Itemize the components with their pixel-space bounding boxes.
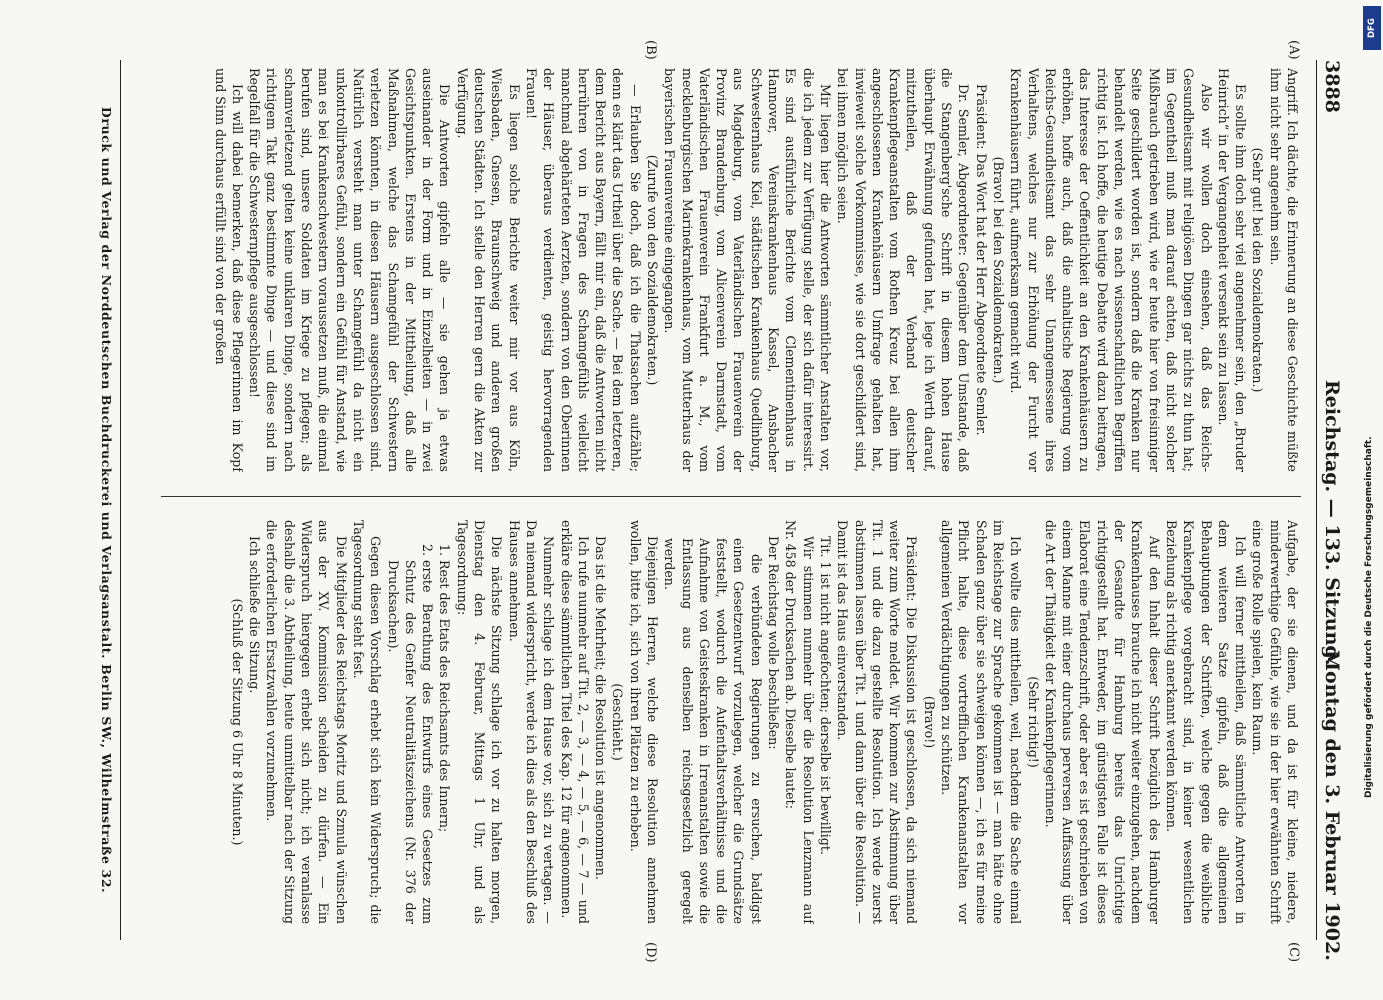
dfg-logo: DFG [1363, 6, 1381, 50]
interjection: (Geschieht.) [610, 683, 626, 761]
column-divider [161, 496, 1301, 497]
session-end-note: (Schluß der Sitzung 6 Uhr 8 Minuten.) [229, 598, 245, 846]
interjection: (Bravo!) [921, 695, 937, 749]
paragraph: Präsident: Das Wort hat der Herr Abgeordnete Semler. [973, 84, 989, 436]
margin-mark-c: (C) [1286, 942, 1301, 963]
paragraph: Ich will dabei bemerken, daß diese Pflegerinnen im Kopf und Sinn durchaus erfüllt sind von der großen [212, 68, 245, 472]
paragraph: Die Mitglieder des Reichstags Moritz und Szmula wünschen aus der XV. Kommission scheiden zu dürfen. — Ein Widerspruch hiergegen erhebt sich nicht; ich veranlasse deshalb die 3. Abtheilung, heute unmittelbar nach der Sitzung die erforderlichen Ersatzwahlen vorzunehmen. [264, 520, 349, 924]
page-header [1316, 60, 1345, 961]
interjection: (Zurufe von den Sozialdemokraten.) [645, 154, 661, 386]
paragraph: Ich rufe nunmehr auf Tit. 2, — 3, — 4, — 5, — 6, — 7 — und erkläre diese sämmtlichen Titel des Kap. 12 für angenommen. [558, 520, 591, 924]
paragraph: Diejenigen Herren, welche diese Resolution annehmen wollen, bitte ich, sich von ihren Plätzen zu erheben. [627, 520, 661, 924]
paragraph: Die nächste Sitzung schlage ich vor zu halten morgen, Dienstag den 4. Februar, Mittags 1 Uhr, und als Tagesordnung: [454, 520, 505, 924]
paragraph: Das ist die Mehrheit; die Resolution ist angenommen. [593, 536, 609, 880]
header-right-title: Montag den 3. Februar 1902. [1321, 650, 1343, 961]
left-text-column [161, 68, 1301, 472]
header-left-title: Reichstag. — 133. Sitzung. [1321, 380, 1343, 666]
paragraph: Auf den Inhalt dieser Schrift bezüglich des Hamburger Krankenhauses brauche ich nicht weiter einzugehen, nachdem der Gesandte für Hamburg bereits das Unrichtige richtiggestellt hat. Entweder, im günstigsten Falle ist dieses Elaborat eine Tendenzschrift, oder aber es ist geschrieben von einem Manne mit einer durchaus perversen Auffassung über die Art der Thätigkeit der Krankenpflegerinnen. [1042, 520, 1162, 924]
paragraph: Die Antworten gipfeln alle — sie gehen ja etwas auseinander in der Form und in Einzelheiten — in zwei Gesichtspunkten. Erstens in der Mittheilung, daß alle Maßnahmen, welche das Schamgefühl der Schwestern verletzen könnten, in diesen Häusern ausgeschlossen sind. Natürlich versteht man unter Schamgefühl da nicht ein unkontrollirbares Gefühl, sondern ein Gefühl für Anstand, wie man es bei Krankenschwestern voraussetzen muß, die einmal berufen sind, unsere Soldaten im Kriege zu pflegen; als schamverletzend gelten keine unklaren Dinge, sondern nach richtigem Takt ganz bestimmte Dinge — und diese sind im Regelfall für die Schwesternpflege ausgeschlossen! [247, 68, 453, 472]
paragraph: Aufgabe, der sie dienen, und da ist für kleine, niedere, minderwerthige Gefühle, wie sie in der hier erwähnten Schrift eine große Rolle spielen, kein Raum. [1250, 520, 1300, 924]
paragraph: Angriff. Ich dächte, die Erinnerung an diese Geschichte müßte ihm nicht sehr angenehm sein. [1267, 68, 1300, 472]
interjection: (Sehr richtig!) [1025, 676, 1041, 768]
margin-mark-a: (A) [1286, 40, 1301, 60]
paragraph: Der Reichstag wolle beschließen: [766, 536, 782, 750]
paragraph: Dr. Semler, Abgeordneter: Gegenüber dem Umstande, daß die Stangenberg'sche Schrift in diesem hohen Hause überhaupt Erwähnung gefunden hat, lege ich Werth darauf, mitzutheilen, daß der Verband deutscher Krankenpflegeanstalten vom Rothen Kreuz bei allen ihm angeschlossenen Krankenhäusern Umfrage gehalten hat, inwieweit solche Vorkommnisse, wie sie dort geschildert sind, bei ihnen möglich seien. [835, 68, 972, 472]
paragraph: Es liegen solche Berichte weiter mir vor aus Köln, Wiesbaden, Gnesen, Braunschweig und anderen großen deutschen Städten. Ich stelle den Herren gern die Akten zur Verfügung. [454, 68, 522, 472]
page-number: 3888 [1321, 60, 1343, 113]
paragraph: Ich schließe die Sitzung. [247, 536, 263, 694]
resolution-text: die verbündeten Regierungen zu ersuchen, baldigst einen Gesetzentwurf vorzulegen, welcher die Grundsätze feststellt, wodurch die Aufenthaltsverhältnisse und die Aufnahme von Geisteskranken in Irrenanstalten sowie die Entlassung aus denselben reichsgesetzlich geregelt werden. [662, 538, 764, 924]
right-text-column [161, 520, 1301, 924]
paragraph: Gegen diesen Vorschlag erhebt sich kein Widerspruch; die Tagesordnung steht fest. [350, 520, 384, 924]
paragraph: Wir stimmen nunmehr über die Resolution Lenzmann auf Nr. 458 der Drucksachen ab. Dieselbe lautet: [783, 520, 816, 924]
imprint-footer: Druck und Verlag der Norddeutschen Buchdruckerei und Verlagsanstalt. Berlin SW., Wilhelmstraße 32. [88, 60, 121, 940]
paragraph: Ich will ferner mittheilen, daß sämmtliche Antworten in dem weiteren Satze gipfeln, daß die allgemeinen Behauptungen der Schriften, welche gegen die weibliche Krankenpflege vorgebracht sind, in keiner wesentlichen Beziehung als richtig anerkannt werden können. [1163, 520, 1249, 924]
interjection: (Sehr gut! bei den Sozialdemokraten.) [1250, 147, 1266, 393]
margin-mark-d: (D) [643, 942, 658, 963]
paragraph: Ich wollte dies mittheilen, weil, nachdem die Sache einmal im Reichstage zur Sprache gekommen ist — man hätte ohne Schaden ganz über sie schweigen können —, ich es für meine Pflicht halte, diese vortrefflichen Krankenanstalten vor allgemeinen Verdächtigungen zu schützen. [939, 520, 1024, 924]
paragraph: Präsident: Die Diskussion ist geschlossen, da sich niemand weiter zum Worte meldet. Wir kommen zur Abstimmung über Tit. 1 und die dazu gestellte Resolution. Ich werde zuerst abstimmen lassen über Tit. 1 und dann über die Resolution. — Damit ist das Haus einverstanden. [835, 520, 920, 924]
margin-mark-b: (B) [643, 40, 658, 60]
paragraph: Mir liegen hier die Antworten sämmtlicher Anstalten vor, die ich jedem zur Verfügung stelle, der sich dafür interessirt. Es sind ausführliche Berichte vom Clementinenhaus in Hannover, Vereinskrankenhaus Kassel, Ansbacher Schwesternhaus Kiel, städtischen Krankenhaus Quedlinburg, aus Magdeburg, vom Vaterländischen Frauenverein der Provinz Brandenburg, vom Alicenverein Darmstadt, vom Vaterländischen Frauenverein Frankfurt a. M., vom mecklenburgischen Marinekrankenhaus, vom Mutterhaus der bayerischen Frauenvereine eingegangen. [662, 68, 833, 472]
interjection: (Bravo! bei den Sozialdemokraten.) [990, 156, 1006, 384]
agenda-list [384, 520, 453, 924]
paragraph: — Erlauben Sie doch, daß ich die Thatsachen aufzähle; denn es klärt das Urtheil über die Sache. — Bei dem letzteren, dem Bericht aus Bayern, fällt mir ein, daß die Antworten nicht herrühren von in Fragen des Schamgefühls vielleicht manchmal abgehärteten Aerzten, sondern von den Oberinnen der Häuser, überaus verdienten, geistig hervorragenden Frauen! [523, 68, 643, 472]
agenda-item: 1. Rest des Etats des Reichsamts des Innern; [436, 560, 453, 924]
paragraph: Also wir wollen doch einsehen, daß das Reichs-Gesundheitsamt mit religiösen Dingen gar nichts zu thun hat; im Gegentheil muß man darauf achten, daß nicht solcher Mißbrauch getrieben wird, wie er heute hier von freisinniger Seite geschildert worden ist, sondern daß die Kranken nur behandelt werden, wie es nach wissenschaftlichen Begriffen richtig ist. Ich hoffe, die heutige Debatte wird dazu beitragen, das Interesse der Oeffentlichkeit an den Krankenhäusern zu erhöhen, hoffe auch, daß die anhaltische Regierung vom Reichs-Gesundheitsamt das sehr Unangemessene ihres Verhaltens, welches nur zur Erhöhung der Furcht vor Krankenhäusern führt, aufmerksam gemacht wird. [1008, 68, 1214, 472]
funding-note: Digitalisierung gefördert durch die Deutsche Forschungsgemeinschaft. [1364, 436, 1374, 798]
paragraph: Tit. 1 ist nicht angefochten; derselbe ist bewilligt. [817, 536, 833, 855]
paragraph: Es sollte ihm doch sehr viel angenehmer sein, den „Bruder Heinrich“ in der Vergangenheit versenkt sein zu lassen. [1215, 68, 1249, 472]
paragraph: Nunmehr schlage ich dem Hause vor, sich zu vertagen. — Da niemand widerspricht, werde ich dies als den Beschluß des Hauses annehmen. [506, 520, 557, 924]
agenda-item: 2. erste Berathung des Entwurfs eines Gesetzes zum Schutz des Genfer Neutralitätszeichens (Nr. 376 der Drucksachen). [384, 560, 436, 924]
